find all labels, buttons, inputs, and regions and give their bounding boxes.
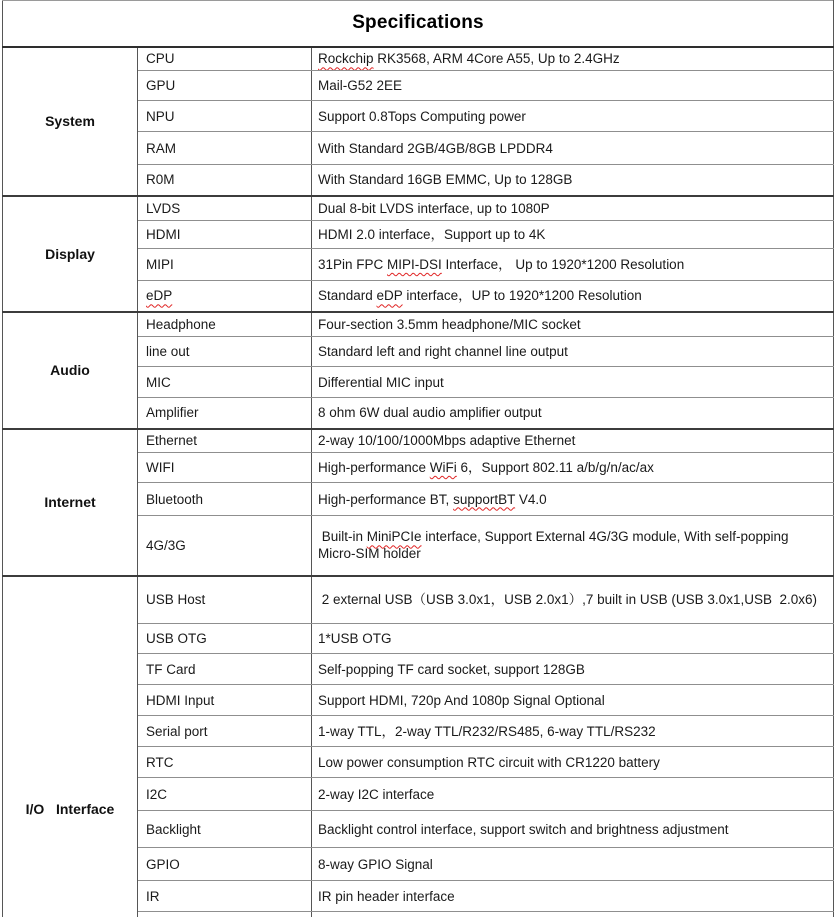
spec-label-cell: MIPI	[138, 249, 312, 281]
spec-value-cell: With Standard 2GB/4GB/8GB LPDDR4	[312, 132, 834, 165]
spec-label-cell: Headphone	[138, 312, 312, 337]
spec-label-cell: TF Card	[138, 654, 312, 685]
spec-label-cell: LVDS	[138, 196, 312, 221]
category-cell-internet: Internet	[3, 429, 138, 576]
spec-label-cell: I2C	[138, 778, 312, 811]
spec-value-cell: 1*USB OTG	[312, 624, 834, 654]
spec-value-cell: Rockchip RK3568, ARM 4Core A55, Up to 2.4GHz	[312, 47, 834, 71]
spec-table-body	[3, 1, 834, 917]
spec-label-cell	[138, 281, 312, 312]
spec-label-cell: Serial port	[138, 716, 312, 747]
spec-value-cell: Mail-G52 2EE	[312, 71, 834, 101]
misspelled-word: supportBT	[453, 491, 516, 507]
misspelled-word: WiFi	[429, 460, 457, 475]
spec-value-cell: Self-popping TF card socket, support 128GB	[312, 654, 834, 685]
spec-value-cell: Standard left and right channel line output	[312, 337, 834, 367]
spec-value-cell: Support HDMI, 720p And 1080p Signal Optional	[312, 685, 834, 716]
spec-label-cell: RAM	[138, 132, 312, 165]
spec-value-cell: Backlight control interface, support switch and brightness adjustment	[312, 811, 834, 848]
spec-label-cell: IR	[138, 881, 312, 912]
spec-label-cell: GPU	[138, 71, 312, 101]
spec-value-cell: HDMI 2.0 interface，Support up to 4K	[312, 221, 834, 249]
page-title: Specifications	[3, 1, 834, 47]
spec-label-cell: R0M	[138, 165, 312, 196]
misspelled-word: MIPI-DSI	[387, 257, 442, 272]
spec-value-cell: Dual 8-bit LVDS interface, up to 1080P	[312, 196, 834, 221]
spec-label-cell: HDMI Input	[138, 685, 312, 716]
spec-row	[3, 576, 834, 624]
spec-value-cell: Low power consumption RTC circuit with CR1220 battery	[312, 747, 834, 778]
spec-row	[3, 429, 834, 453]
category-cell-system: System	[3, 47, 138, 196]
spec-value-cell: 2-way 10/100/1000Mbps adaptive Ethernet	[312, 429, 834, 453]
misspelled-word: Rockchip	[318, 51, 374, 67]
spec-value-cell: Differential MIC input	[312, 367, 834, 398]
spec-label-cell: GPIO	[138, 848, 312, 881]
misspelled-word: MiniPCIe	[366, 529, 422, 545]
spec-label-cell: MIC	[138, 367, 312, 398]
spec-value-cell: IR pin header interface	[312, 881, 834, 912]
spec-label-cell: Ethernet	[138, 429, 312, 453]
spec-value-cell: 8 ohm 6W dual audio amplifier output	[312, 398, 834, 429]
spec-value-cell: Support 0.8Tops Computing power	[312, 101, 834, 132]
spec-label-cell: USB Host	[138, 576, 312, 624]
spec-value-cell: 1-way TTL，2-way TTL/R232/RS485, 6-way TTL/RS232	[312, 716, 834, 747]
spec-value-cell: With Standard 16GB EMMC, Up to 128GB	[312, 165, 834, 196]
spec-table	[2, 0, 834, 917]
category-cell-display: Display	[3, 196, 138, 312]
spec-label-cell: Backlight	[138, 811, 312, 848]
category-cell-audio: Audio	[3, 312, 138, 429]
spec-label-cell: HDMI	[138, 221, 312, 249]
spec-label-cell: Bluetooth	[138, 483, 312, 516]
clipped-empty-cell	[312, 912, 834, 917]
title-row	[3, 1, 834, 47]
misspelled-word: eDP	[376, 288, 403, 304]
spec-label-cell: Amplifier	[138, 398, 312, 429]
spec-value-cell: High-performance WiFi 6，Support 802.11 a/b/g/n/ac/ax	[312, 453, 834, 483]
spec-value-cell: Built-in MiniPCIe interface, Support External 4G/3G module, With self-popping Micro-SIM holder	[312, 516, 834, 576]
spec-row	[3, 312, 834, 337]
clipped-empty-cell	[138, 912, 312, 917]
spec-value-cell: 8-way GPIO Signal	[312, 848, 834, 881]
spec-value-cell: 2 external USB（USB 3.0x1，USB 2.0x1）,7 built in USB (USB 3.0x1,USB 2.0x6)	[312, 576, 834, 624]
spec-row	[3, 47, 834, 71]
spec-label-cell: RTC	[138, 747, 312, 778]
misspelled-word: eDP	[146, 288, 173, 304]
spec-value-cell: Four-section 3.5mm headphone/MIC socket	[312, 312, 834, 337]
spec-value-cell: 2-way I2C interface	[312, 778, 834, 811]
spec-label-cell: WIFI	[138, 453, 312, 483]
spec-label-cell: NPU	[138, 101, 312, 132]
spec-label-cell: line out	[138, 337, 312, 367]
spec-value-cell: High-performance BT, supportBT V4.0	[312, 483, 834, 516]
spec-value-cell: Standard eDP interface，UP to 1920*1200 Resolution	[312, 281, 834, 312]
spec-label-cell: USB OTG	[138, 624, 312, 654]
spec-label-cell: CPU	[138, 47, 312, 71]
spec-label-cell: 4G/3G	[138, 516, 312, 576]
category-cell-i-o-interface: I/O Interface	[3, 576, 138, 917]
spec-row	[3, 196, 834, 221]
spec-value-cell: 31Pin FPC MIPI-DSI Interface， Up to 1920*1200 Resolution	[312, 249, 834, 281]
